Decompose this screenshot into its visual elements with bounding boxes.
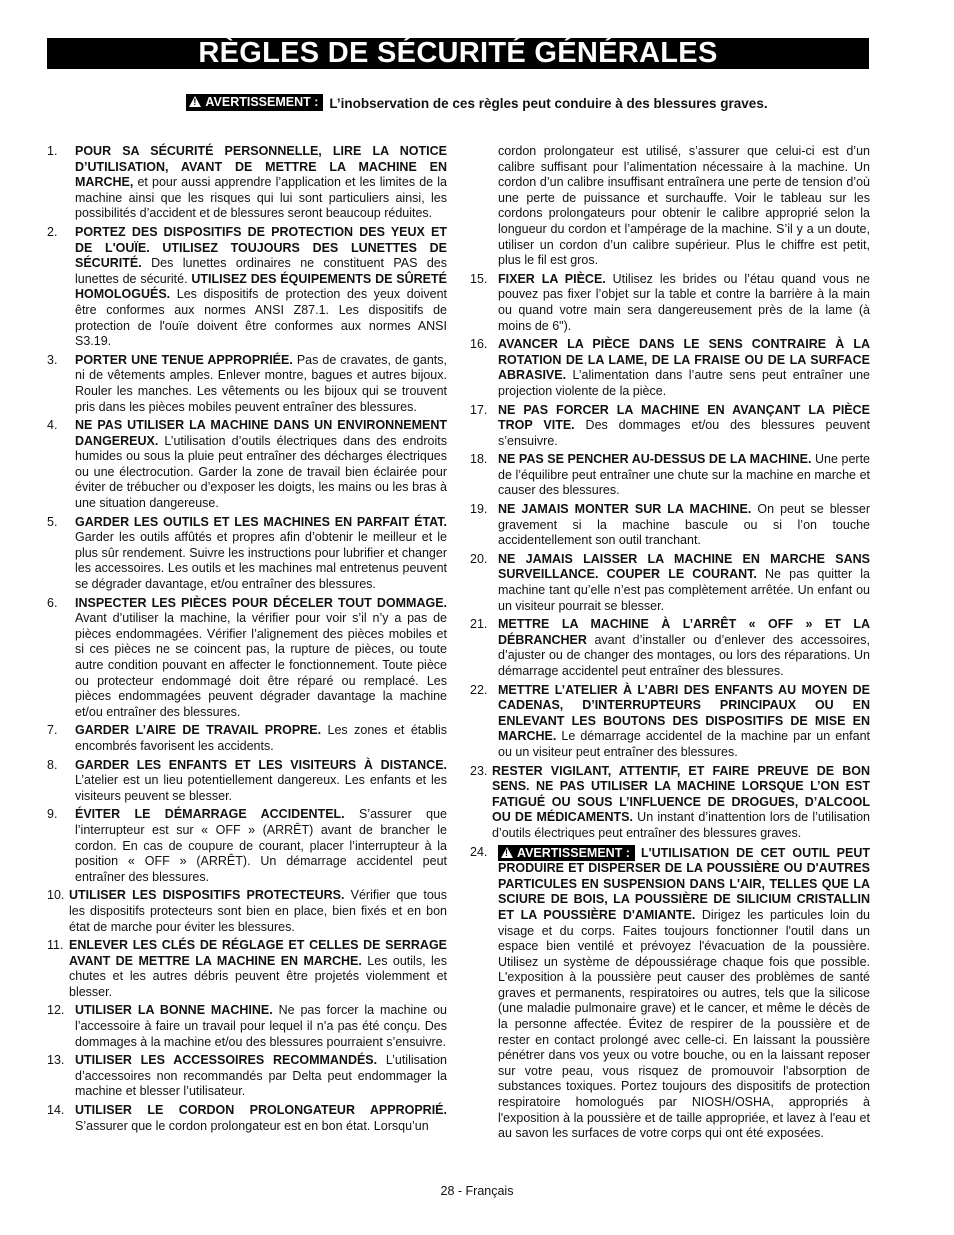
rule-item — [470, 617, 870, 679]
rule-number: 3. — [47, 352, 58, 367]
rule-number: 5. — [47, 514, 58, 529]
rule-heading: POUR SA SÉCURITÉ PERSONNELLE, LIRE LA NOTICE D’UTILISATION, AVANT DE METTRE LA MACHINE EN MARCHE, — [75, 144, 447, 190]
rule-number: 11. — [47, 938, 64, 953]
warning-label: AVERTISSEMENT : — [205, 95, 319, 109]
rule-number: 7. — [47, 723, 58, 738]
rule-number: 24. — [470, 844, 488, 859]
rule-item — [47, 353, 447, 415]
rule-text: Des dommages et/ou des blessures peuvent s’ensuivre. — [498, 418, 870, 448]
rule-heading: METTRE LA MACHINE À L’ARRÊT « OFF » ET LA DÉBRANCHER — [498, 617, 870, 647]
rule-number: 4. — [47, 418, 58, 433]
rule-number: 16. — [470, 337, 488, 352]
warning-badge — [186, 94, 323, 111]
rule-text: L’alimentation dans l’autre sens peut entraîner une projection violente de la pièce. — [498, 368, 870, 398]
rule-item — [470, 403, 870, 450]
rule-text: Garder les outils affûtés et propres afin d’obtenir le meilleur et le plus sûr rendement. Suivre les instructions pour lubrifier et changer les accessoires. Les outils et les machines mal entretenus peuvent se dégrader davantage, et/ou entraîner des blessures. — [75, 530, 447, 592]
page-footer: 28 - Français — [440, 1184, 514, 1198]
rule-item — [47, 758, 447, 805]
rule-item — [470, 452, 870, 499]
warning-triangle-icon — [501, 847, 513, 858]
warning-line — [0, 94, 954, 114]
rule-text: Pas de cravates, de gants, ni de vêtements amples. Enlever montre, bagues et autres bijoux. Rouler les manches. Les vêtements ou les bijoux qui se trouvent pris dans les pièces mobiles peuvent entraîner des blessures. — [75, 352, 447, 414]
rule-text: Ne pas forcer la machine ou l’accessoire à faire un travail pour lequel il n’a pas été conçu. Des dommages à la machine et/ou des blessures pourraient s’ensuivre. — [75, 1003, 447, 1049]
rule-heading: NE JAMAIS LAISSER LA MACHINE EN MARCHE SANS SURVEILLANCE. COUPER LE COURANT. — [498, 551, 870, 582]
rule-item — [47, 888, 447, 935]
rule-item — [47, 807, 447, 885]
rule-heading: INSPECTER LES PIÈCES POUR DÉCELER TOUT DOMMAGE. — [75, 595, 447, 610]
rule-item — [470, 845, 870, 1142]
warning-triangle-icon — [189, 96, 201, 107]
rule-number: 14. — [47, 1103, 65, 1118]
rule-item — [47, 723, 447, 754]
rule-heading: UTILISEZ DES ÉQUIPEMENTS DE SÛRETÉ HOMOLOGUÉS. — [75, 271, 447, 302]
rule-heading: UTILISER LE CORDON PROLONGATEUR APPROPRIÉ. — [75, 1103, 447, 1118]
rule-heading: UTILISER LA BONNE MACHINE. — [75, 1003, 273, 1018]
rule-heading: METTRE L’ATELIER À L’ABRI DES ENFANTS AU MOYEN DE CADENAS, D’INTERRUPTEURS PRINCIPAUX OU EN ENLEVANT LES BOUTONS DES DISPOSITIFS DE MISE EN MARCHE. — [498, 682, 870, 744]
rule-number: 2. — [47, 224, 58, 239]
rule-item — [47, 1053, 447, 1100]
rule-text: Les outils, les chutes et les autres débris peuvent être projetés violemment et blesser. — [69, 953, 447, 999]
rule-heading: ENLEVER LES CLÉS DE RÉGLAGE ET CELLES DE SERRAGE AVANT DE METTRE LA MACHINE EN MARCHE. — [69, 938, 447, 968]
rule-item — [47, 225, 447, 350]
rule-heading: UTILISER LES DISPOSITIFS PROTECTEURS. — [69, 888, 345, 903]
rule-heading: GARDER LES OUTILS ET LES MACHINES EN PARFAIT ÉTAT. — [75, 514, 447, 529]
rule-heading: AVANCER LA PIÈCE DANS LE SENS CONTRAIRE À LA ROTATION DE LA LAME, DE LA FRAISE OU DE LA SURFACE ABRASIVE. — [498, 337, 870, 383]
rule-text: Ne pas quitter la machine tant qu’elle n’est pas complètement arrêtée. Un enfant ou un visiteur pourrait se blesser. — [498, 567, 870, 613]
rule-item — [470, 683, 870, 761]
rule-number: 12. — [47, 1003, 65, 1018]
rule-number: 18. — [470, 452, 488, 467]
rule-heading: GARDER L’AIRE DE TRAVAIL PROPRE. — [75, 723, 322, 738]
rule-item — [47, 1103, 447, 1134]
rule-item — [47, 515, 447, 593]
rule-number: 15. — [470, 271, 488, 286]
rule-text: Une perte de l’équilibre peut entraîner une chute sur la machine en marche et causer des blessures. — [498, 452, 870, 498]
rule-text: Un instant d’inattention lors de l’utilisation d’outils électriques peut entraîner des blessures graves. — [492, 810, 870, 840]
rule-number: 22. — [470, 682, 488, 697]
rule-item — [47, 418, 447, 512]
rule-text: Utilisez les brides ou l’étau quand vous ne pouvez pas fixer l’objet sur la table et contre la barrière à la main ou quand votre main sera dangereusement près de la lame (à moins de 6"). — [498, 271, 870, 333]
warning-text: L’inobservation de ces règles peut conduire à des blessures graves. — [329, 96, 768, 111]
rule-item — [47, 144, 447, 222]
rule-item — [470, 272, 870, 334]
rule-heading: GARDER LES ENFANTS ET LES VISITEURS À DISTANCE. — [75, 757, 447, 772]
rule-text: L’utilisation d’accessoires non recommandés par Delta peut endommager la machine et blesser l’utilisateur. — [75, 1053, 447, 1099]
rule-number: 1. — [47, 144, 58, 158]
rule-text: et pour aussi apprendre l’application et les limites de la machine ainsi que les risques qui lui sont particuliers ainsi, les possibilités d’accident et de blessures seront beaucoup réduites. — [75, 175, 447, 221]
rule-text: Les zones et établis encombrés favorisent les accidents. — [75, 723, 447, 753]
page-title: RÈGLES DE SÉCURITÉ GÉNÉRALES — [47, 38, 869, 69]
rule-text: Le démarrage accidentel de la machine par un enfant ou un visiteur peut entraîner des blessures. — [498, 729, 870, 759]
rule-text: Avant d’utiliser la machine, la vérifier pour voir s’il n’y a pas de pièces endommagées. Vérifier l’alignement des pièces mobiles et si ces pièces ne se coincent pas, la rupture de pièces, ou toute autre condition pouvant en affecter le fonctionnement. Toute pièce ou protecteur endommagé doit être réparé ou remplacé. Les pièces endommagées peuvent dégrader davantage la machine et/ou entraîner des blessures. — [75, 611, 447, 719]
rule-text: S’assurer que le cordon prolongateur est en bon état. Lorsqu’un — [75, 1118, 429, 1133]
rule-heading: ÉVITER LE DÉMARRAGE ACCIDENTEL. — [75, 807, 345, 822]
rule-number: 9. — [47, 807, 58, 822]
rule-text: avant d’installer ou d’enlever des accessoires, d’ajuster ou de changer des montages, ou lors des réparations. Un démarrage accidentel peut entraîner des blessures. — [498, 632, 870, 678]
rule-number: 6. — [47, 595, 58, 610]
rule-item — [470, 502, 870, 549]
rule-heading: PORTER UNE TENUE APPROPRIÉE. — [75, 352, 293, 367]
rule-number: 13. — [47, 1053, 65, 1068]
rule-number: 10. — [47, 888, 65, 903]
rule-heading: NE PAS SE PENCHER AU-DESSUS DE LA MACHINE. — [498, 452, 812, 467]
rule-text: On peut se blesser gravement si la machine bascule ou si l’on touche accidentellement son outil tranchant. — [498, 502, 870, 548]
rule-item — [47, 596, 447, 721]
rule-item — [47, 938, 447, 1000]
rule-heading: PORTEZ DES DISPOSITIFS DE PROTECTION DES YEUX ET DE L'OUÏE. UTILISEZ TOUJOURS DES LUNETTES DE SÉCURITÉ. — [75, 224, 447, 271]
rule-number: 19. — [470, 502, 488, 517]
rule-text: L’utilisation d’outils électriques dans des endroits humides ou sous la pluie peut entraîner des décharges électriques ou une électrocution. Garder la zone de travail bien éclairée pour éviter de trébucher ou d’exposer les doigts, les mains ou les bras à une situation dangereuse. — [75, 433, 447, 511]
left-column — [47, 144, 447, 1137]
rule-text: Des lunettes ordinaires ne constituent PAS des lunettes de sécurité. — [75, 256, 447, 286]
rule-number: 8. — [47, 757, 58, 772]
rule-item — [470, 552, 870, 614]
rule-heading: RESTER VIGILANT, ATTENTIF, ET FAIRE PREUVE DE BON SENS. NE PAS UTILISER LA MACHINE LORSQUE L’ON EST FATIGUÉ OU SOUS L’INFLUENCE DE DROGUES, D’ALCOOL OU DE MÉDICAMENTS. — [492, 763, 870, 825]
right-column — [470, 144, 870, 1145]
rule-item — [470, 337, 870, 399]
rule-text: L’atelier est un lieu potentiellement dangereux. Les enfants et les visiteurs peuvent se blesser. — [75, 773, 447, 803]
rule-text: S’assurer que l’interrupteur est sur « OFF » (ARRÊT) avant de brancher le cordon. En cas de coupure de courant, placer l’interrupteur à la position « OFF » (ARRÊT). Un démarrage accidentel peut entraîner des blessures. — [75, 807, 447, 884]
rule-number: 21. — [470, 617, 488, 632]
rule-heading: NE PAS FORCER LA MACHINE EN AVANÇANT LA PIÈCE TROP VITE. — [498, 402, 870, 433]
warning-badge — [498, 845, 635, 861]
rule-heading: UTILISER LES ACCESSOIRES RECOMMANDÉS. — [75, 1053, 378, 1068]
item-14-continuation: cordon prolongateur est utilisé, s’assurer que celui-ci est d’un calibre suffisant pour l’alimentation nécessaire à la machine. Un cordon d’un calibre insuffisant entraînera une perte de tension d’où une perte de puissance et surchauffe. Voir le tableau sur les cordons prolongateurs pour obtenir le calibre approprié selon la longueur du cordon et l’ampérage de la machine. S’il y a un doute, utiliser un cordon d’un calibre supérieur. Plus le chiffre est petit, plus le fil est gros. — [498, 144, 870, 268]
rule-text: Vérifier que tous les dispositifs protecteurs sont bien en place, bien fixés et en bon état de marche pour éviter les blessures. — [69, 888, 448, 934]
rule-text: Les dispositifs de protection des yeux doivent être conformes aux normes ANSI Z87.1. Les dispositifs de protection de l'ouïe doivent être conformes aux normes ANSI S3.19. — [75, 287, 447, 349]
rule-item — [470, 764, 870, 842]
rule-number: 20. — [470, 551, 488, 566]
rule-item — [47, 1003, 447, 1050]
rule-number: 23. — [470, 763, 488, 778]
rule-number: 17. — [470, 402, 488, 417]
warning-label: AVERTISSEMENT : — [517, 845, 630, 860]
rule-heading: FIXER LA PIÈCE. — [498, 271, 606, 286]
rule-text: Dirigez les particules loin du visage et du corps. Faites toujours fonctionner l'outil dans un espace bien ventilé et prévoyez l'évacuation de la poussière. Utilisez un système de dépoussiérage chaque fois que possible. L'exposition à la poussière peut causer des problèmes de santé graves et permanents, respiratoires ou autres, tels que la silicose (une maladie pulmonaire grave) et le cancer, et même le décès de la personne affectée. Évitez de respirer de la poussière et de rester en contact prolongé avec celle-ci. En laissant la poussière pénétrer dans vos yeux ou votre bouche, ou en la laissant reposer sur votre peau, vous risquez de promouvoir l'absorption de substances toxiques. Portez toujours des dispositifs de protection respiratoire homologués par NIOSH/OSHA, appropriés à l'exposition à la poussière et de taille appropriée, et lavez à l'eau et au savon les surfaces de votre corps qui ont été exposées. — [498, 907, 870, 1141]
rule-heading: L'UTILISATION DE CET OUTIL PEUT PRODUIRE ET DISPERSER DE LA POUSSIÈRE OU D'AUTRES PARTICULES EN SUSPENSION DANS L'AIR, TELLES QUE LA SCIURE DE BOIS, LA POUSSIÈRE DE SILICIUM CRISTALLIN ET LA POUSSIÈRE D'AMIANTE. — [498, 845, 870, 922]
rule-heading: NE PAS UTILISER LA MACHINE DANS UN ENVIRONNEMENT DANGEREUX. — [75, 418, 447, 448]
rule-heading: NE JAMAIS MONTER SUR LA MACHINE. — [498, 502, 752, 517]
